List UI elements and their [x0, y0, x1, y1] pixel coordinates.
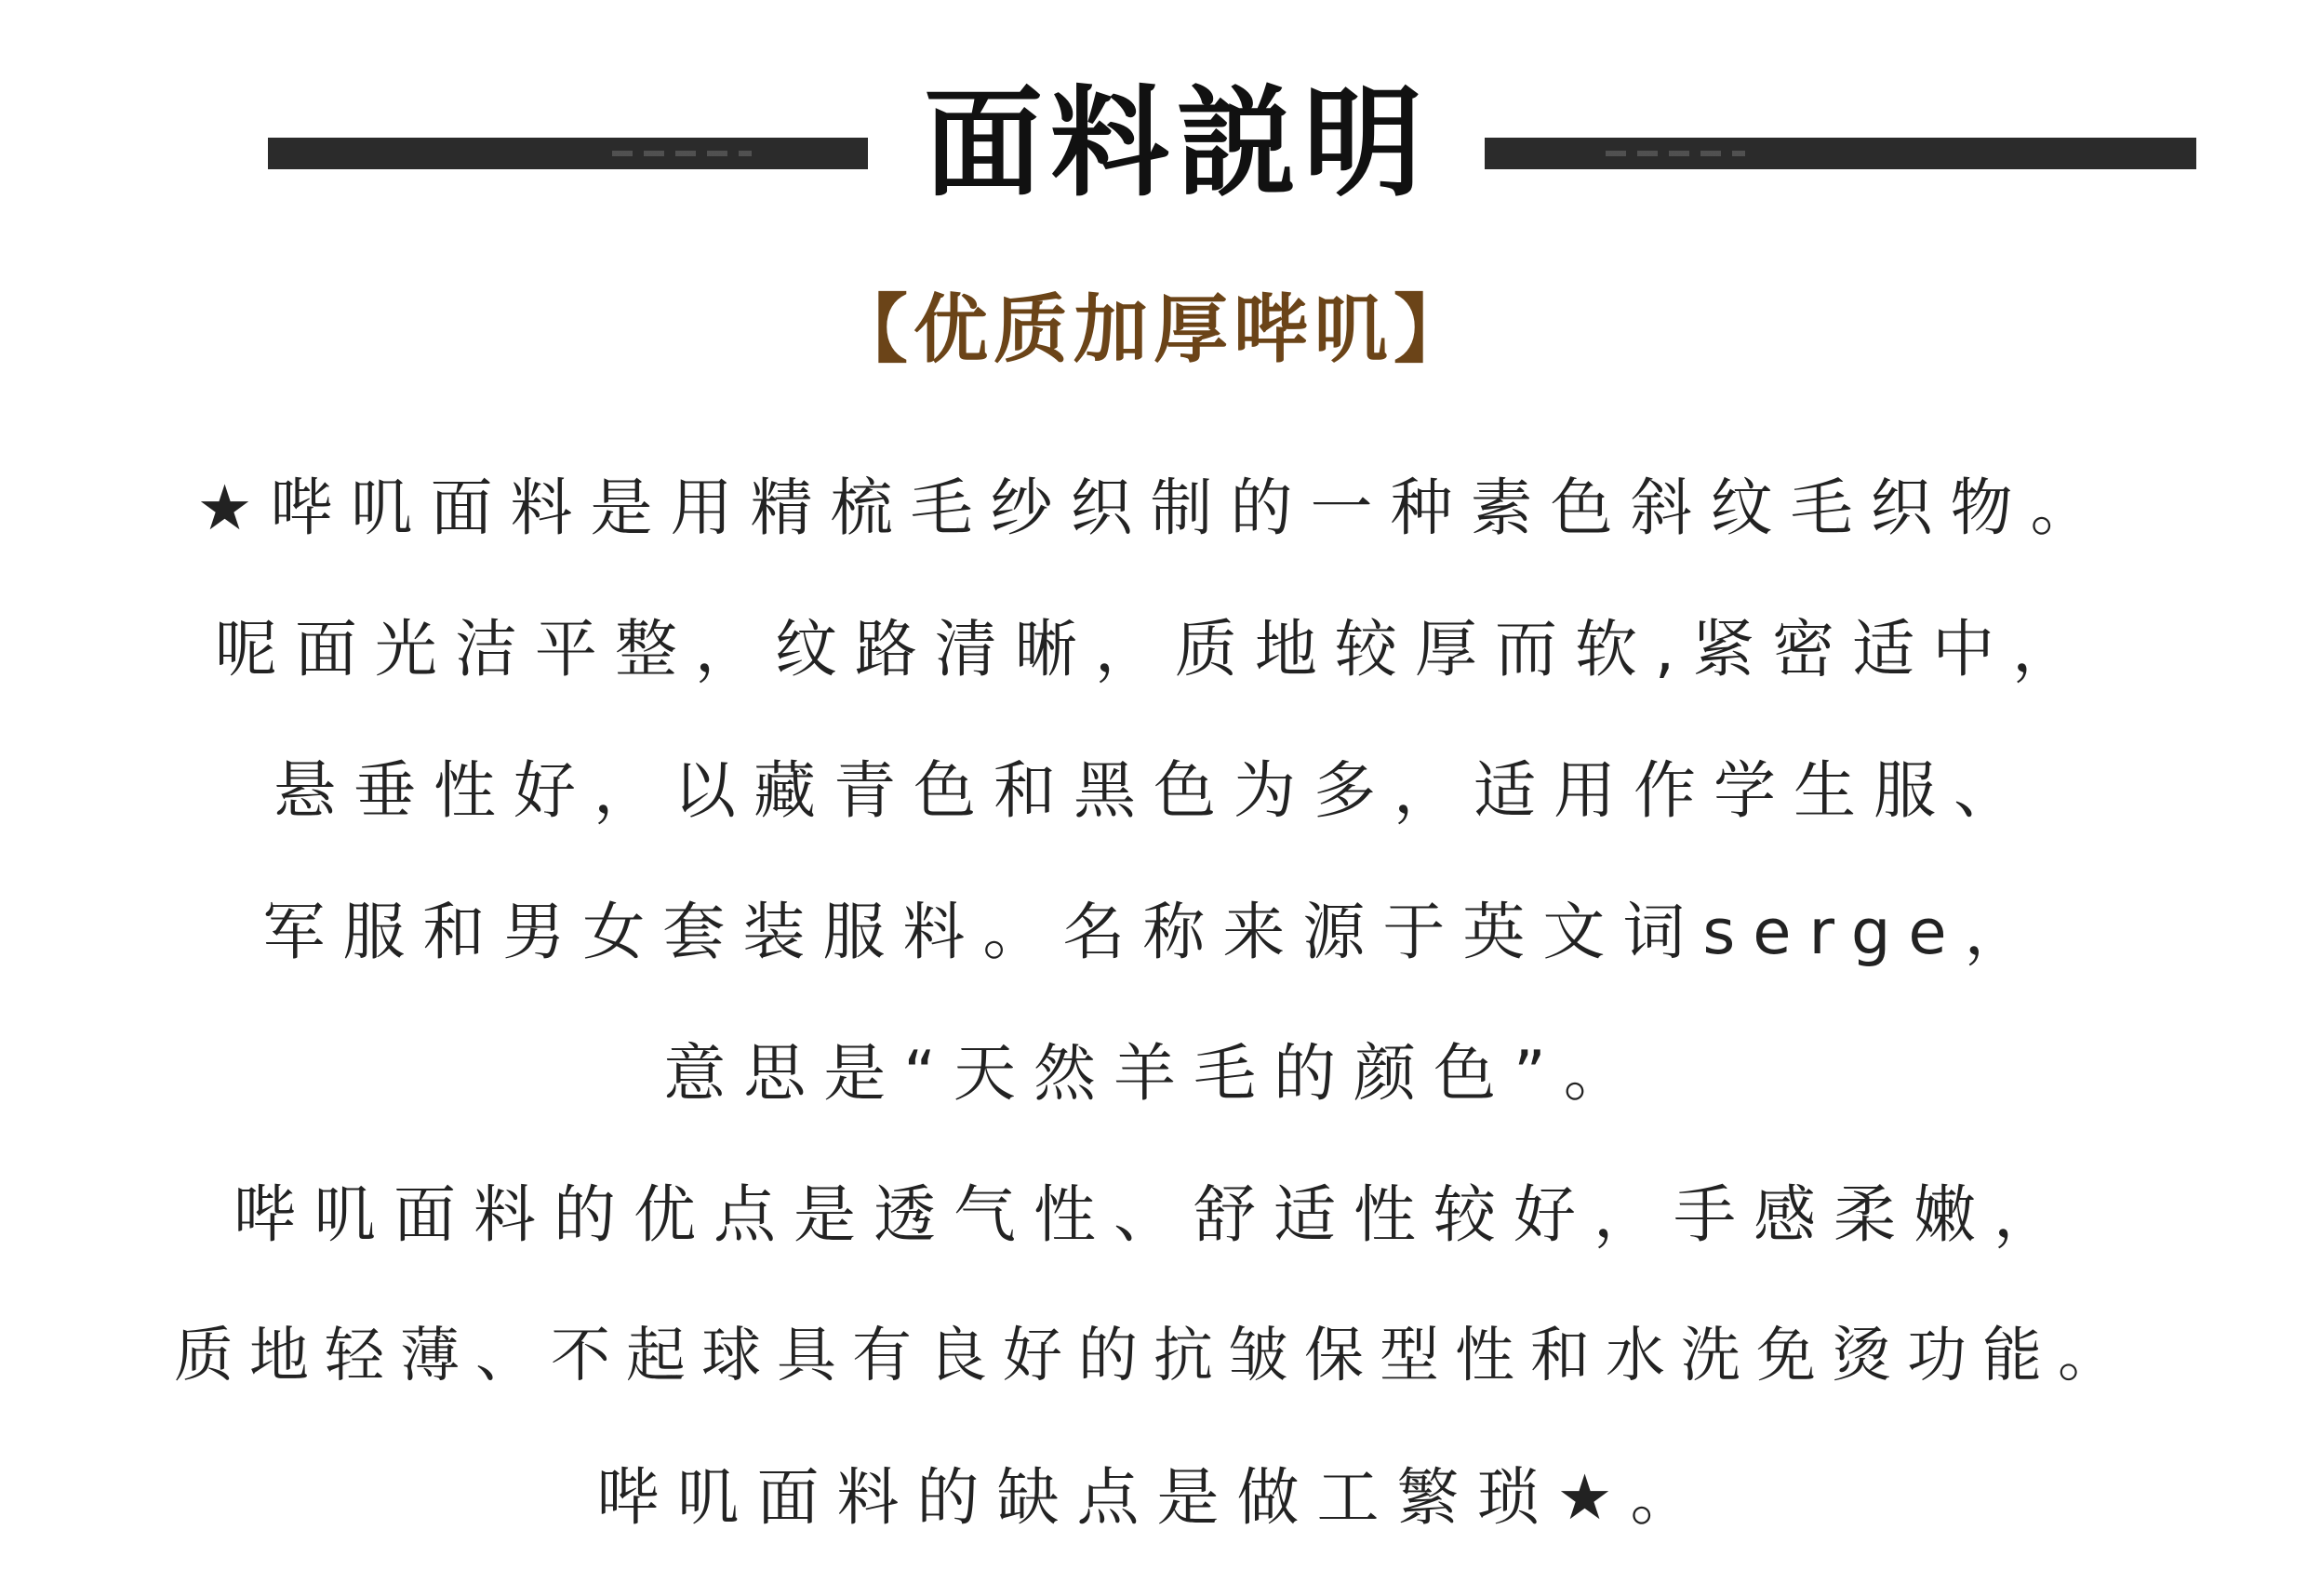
fabric-description: [0, 437, 2307, 1568]
description-line-6: 哔叽面料的优点是透气性、舒适性较好，手感柔嫩，: [233, 1178, 2074, 1251]
section-title: 面料説明: [923, 74, 1430, 213]
right-divider-bar: [1485, 138, 2196, 169]
description-line-2: 呢面光洁平整，纹路清晰，质地较厚而软,紧密适中，: [214, 613, 2093, 685]
description-line-1: ★哔叽面料是用精梳毛纱织制的一种素色斜纹毛织物。: [196, 472, 2111, 544]
description-line-3: 悬垂性好，以藏青色和黑色为多，适用作学生服、: [273, 754, 2034, 827]
fabric-subtitle: 【优质加厚哔叽】: [833, 286, 1474, 373]
description-line-5: 意思是“天然羊毛的颜色”。: [663, 1037, 1644, 1110]
right-divider-dashes: [1606, 151, 1745, 156]
description-line-8: 哔叽面料的缺点是做工繁琐★。: [596, 1461, 1711, 1534]
description-line-7: 质地轻薄、不起球具有良好的抗皱保型性和水洗免烫功能。: [174, 1322, 2133, 1390]
left-divider-bar: [268, 138, 868, 169]
section-header: [0, 65, 2307, 214]
description-line-4: 军服和男女套装服料。名称来源于英文词serge，: [262, 896, 2045, 968]
left-divider-dashes: [612, 151, 752, 156]
